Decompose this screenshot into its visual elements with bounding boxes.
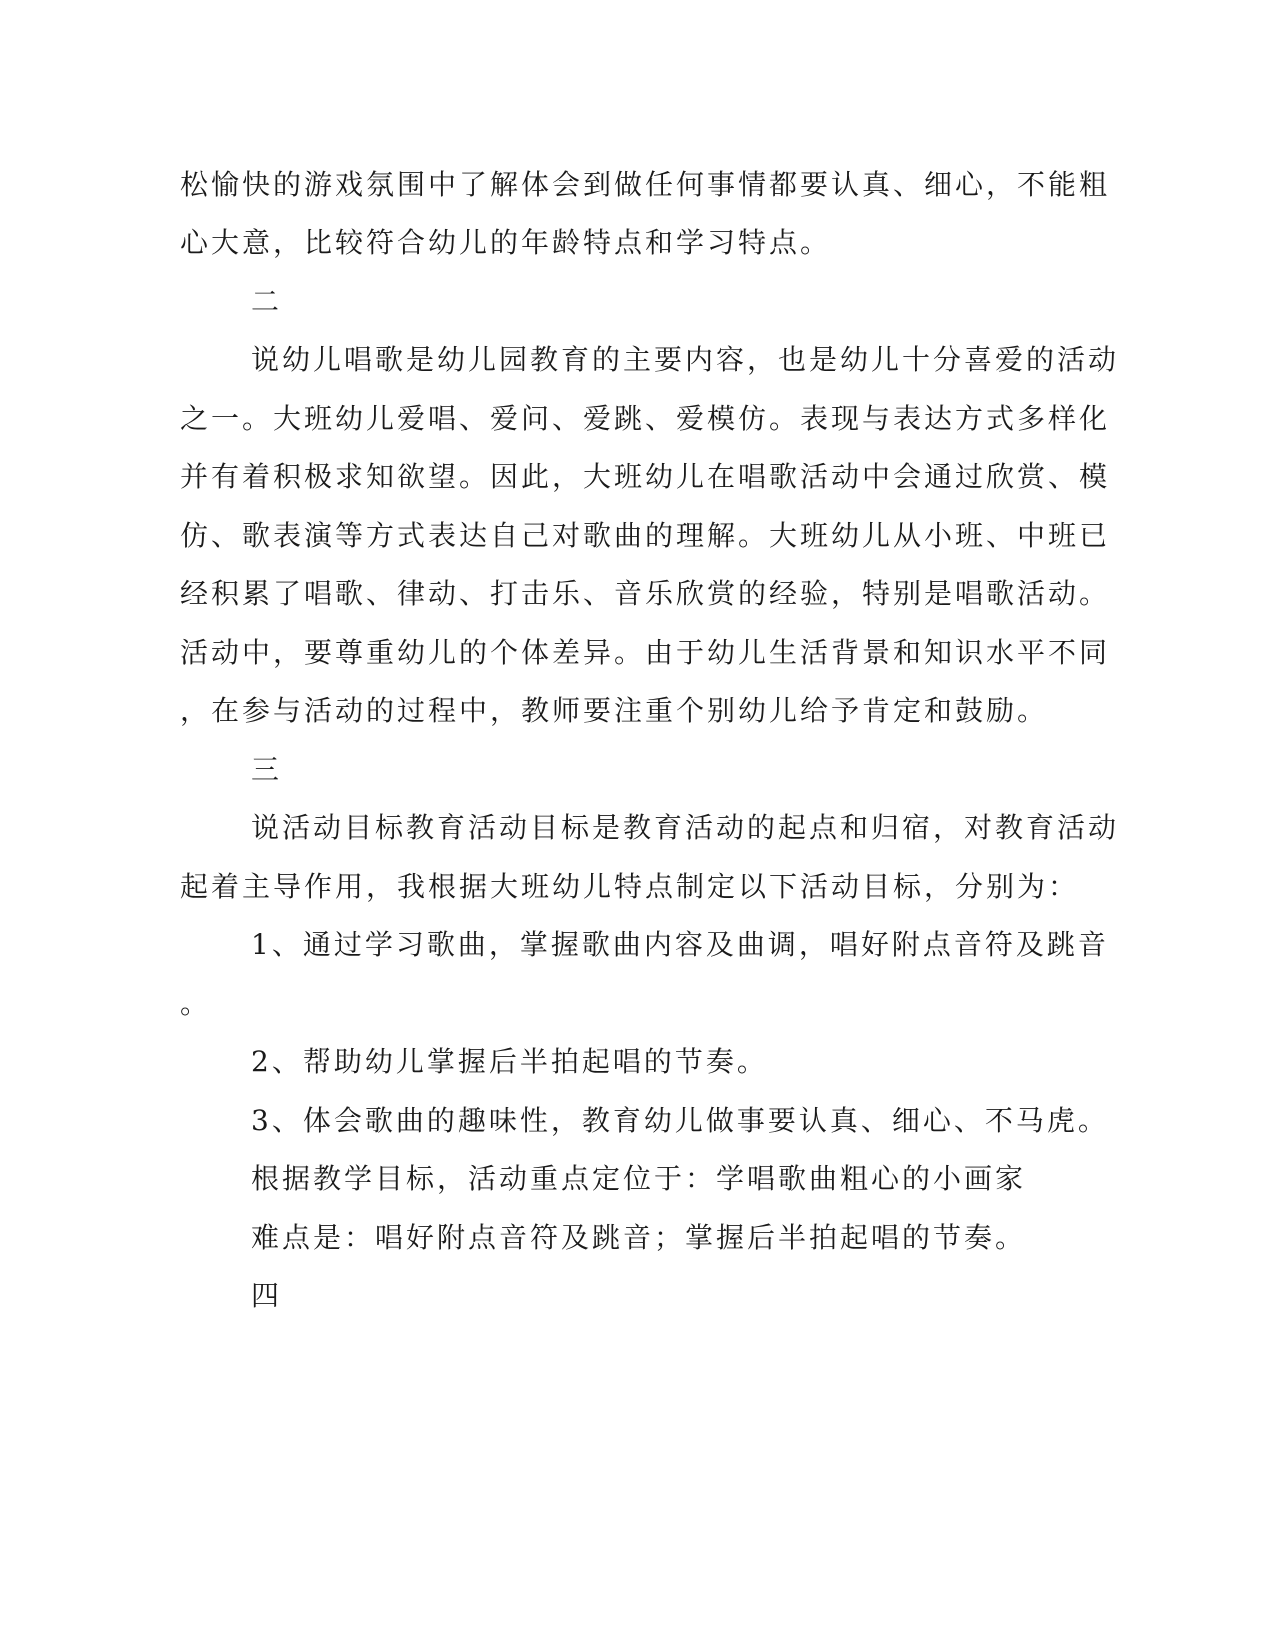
list-item: 2、帮助幼儿掌握后半拍起唱的节奏。 (251, 1045, 768, 1078)
text-line: 难点是：唱好附点音符及跳音；掌握后半拍起唱的节奏。 (251, 1221, 1027, 1254)
text-line: 说幼儿唱歌是幼儿园教育的主要内容，也是幼儿十分喜爱的活动 (251, 343, 1120, 376)
list-item: 3、体会歌曲的趣味性，教育幼儿做事要认真、细心、不马虎。 (251, 1104, 1109, 1137)
text-line: 心大意，比较符合幼儿的年龄特点和学习特点。 (180, 226, 832, 259)
text-line: 。 (180, 987, 212, 1020)
section-heading: 三 (251, 753, 283, 786)
section-heading: 二 (251, 285, 283, 318)
text-line: 活动中，要尊重幼儿的个体差异。由于幼儿生活背景和知识水平不同 (180, 636, 1111, 669)
section-heading: 四 (251, 1279, 283, 1312)
list-item: 1、通过学习歌曲，掌握歌曲内容及曲调，唱好附点音符及跳音 (251, 928, 1109, 961)
text-line: 并有着积极求知欲望。因此，大班幼儿在唱歌活动中会通过欣赏、模 (180, 460, 1111, 493)
text-line: 根据教学目标，活动重点定位于：学唱歌曲粗心的小画家 (251, 1162, 1027, 1195)
text-line: 经积累了唱歌、律动、打击乐、音乐欣赏的经验，特别是唱歌活动。 (180, 577, 1111, 610)
text-line: 起着主导作用，我根据大班幼儿特点制定以下活动目标，分别为： (180, 870, 1080, 903)
text-line: 之一。大班幼儿爱唱、爱问、爱跳、爱模仿。表现与表达方式多样化 (180, 402, 1111, 435)
text-line: ，在参与活动的过程中，教师要注重个别幼儿给予肯定和鼓励。 (180, 694, 1049, 727)
text-line: 仿、歌表演等方式表达自己对歌曲的理解。大班幼儿从小班、中班已 (180, 519, 1111, 552)
text-line: 松愉快的游戏氛围中了解体会到做任何事情都要认真、细心，不能粗 (180, 168, 1111, 201)
text-line: 说活动目标教育活动目标是教育活动的起点和归宿，对教育活动 (251, 811, 1120, 844)
